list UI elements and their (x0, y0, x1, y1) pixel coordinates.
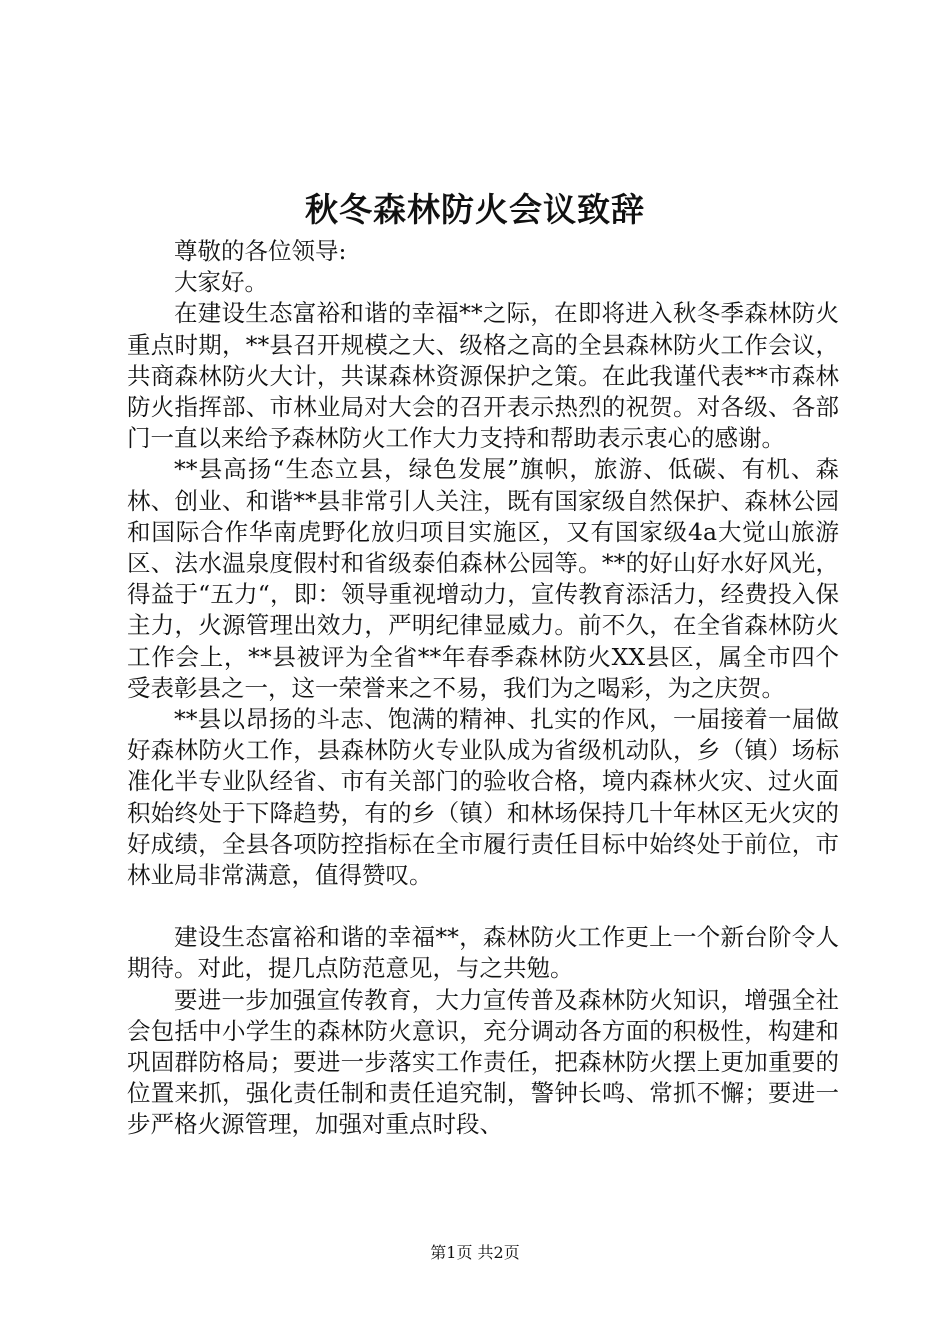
paragraph: 建设生态富裕和谐的幸福**，森林防火工作更上一个新台阶令人期待。对此，提几点防范意见，与之共勉。 (127, 923, 839, 983)
paragraph: **县高扬“生态立县，绿色发展”旗帜，旅游、低碳、有机、森林、创业、和谐**县非常引人关注，既有国家级自然保护、森林公园和国际合作华南虎野化放归项目实施区，又有国家级4a大觉山旅游区、法水温泉度假村和省级泰伯森林公园等。**的好山好水好风光，得益于“五力“，即：领导重视增动力，宣传教育添活力，经费投入保主力，火源管理出效力，严明纪律显威力。前不久，在全省森林防火工作会上，**县被评为全省**年春季森林防火XX县区，属全市四个受表彰县之一，这一荣誉来之不易，我们为之喝彩，为之庆贺。 (127, 455, 839, 702)
greeting: 大家好。 (174, 268, 268, 297)
paragraph: 要进一步加强宣传教育，大力宣传普及森林防火知识，增强全社会包括中小学生的森林防火意识，充分调动各方面的积极性，构建和巩固群防格局；要进一步落实工作责任，把森林防火摆上更加重要的位置来抓，强化责任制和责任追究制，警钟长鸣、常抓不懈；要进一步严格火源管理，加强对重点时段、 (127, 985, 839, 1139)
paragraph: 在建设生态富裕和谐的幸福**之际，在即将进入秋冬季森林防火重点时期，**县召开规模之大、级格之高的全县森林防火工作会议，共商森林防火大计，共谋森林资源保护之策。在此我谨代表**市森林防火指挥部、市林业局对大会的召开表示热烈的祝贺。对各级、各部门一直以来给予森林防火工作大力支持和帮助表示衷心的感谢。 (127, 299, 839, 453)
salutation: 尊敬的各位领导: (174, 237, 347, 265)
paragraph: **县以昂扬的斗志、饱满的精神、扎实的作风，一届接着一届做好森林防火工作，县森林防火专业队成为省级机动队，乡（镇）场标准化半专业队经省、市有关部门的验收合格，境内森林火灾、过火面积始终处于下降趋势，有的乡（镇）和林场保持几十年林区无火灾的好成绩，全县各项防控指标在全市履行责任目标中始终处于前位，市林业局非常满意，值得赞叹。 (127, 705, 839, 890)
document-body (127, 236, 839, 1141)
document-title: 秋冬森林防火会议致辞 (305, 190, 645, 229)
page-number: 第1页 共2页 (430, 1243, 520, 1262)
